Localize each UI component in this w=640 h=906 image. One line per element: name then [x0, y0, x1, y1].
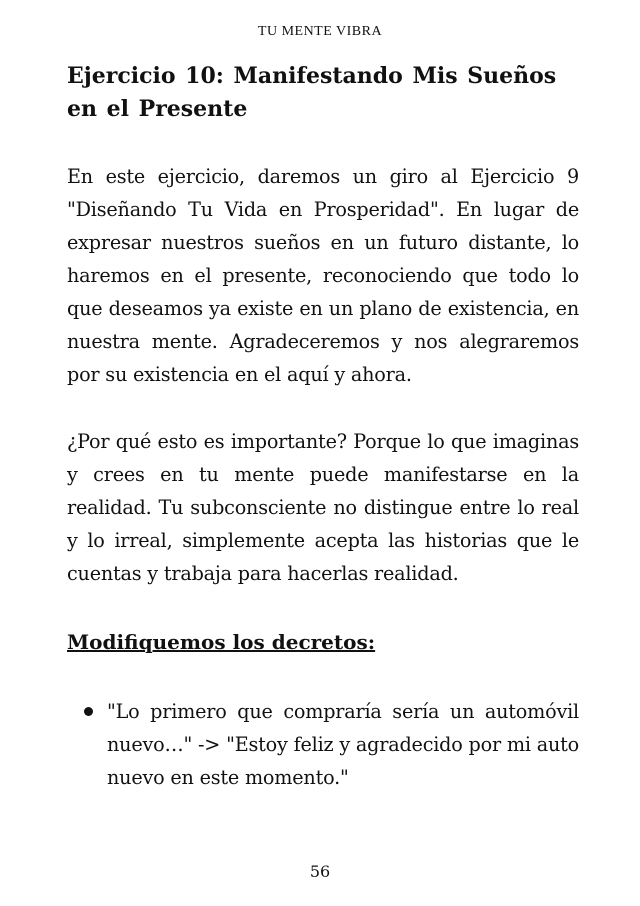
page-content: [67, 60, 579, 794]
body-paragraph: En este ejercicio, daremos un giro al Ejercicio 9 "Diseñando Tu Vida en Prosperidad". En lugar de expresar nuestros sueños en un futuro distante, lo haremos en el presente, reconociendo que todo lo que deseamos ya existe en un plano de existencia, en nuestra mente. Agradeceremos y nos alegraremos por su existencia en el aquí y ahora.: [67, 165, 579, 386]
list-item: [67, 695, 579, 794]
decree-list: [67, 695, 579, 794]
running-header: TU MENTE VIBRA: [257, 24, 383, 39]
page-number: 56: [309, 862, 331, 881]
exercise-title: Ejercicio 10: Manifestando Mis Sueños en el Presente: [67, 63, 557, 122]
decrees-subheading: Modifiquemos los decretos:: [67, 630, 376, 654]
list-item-text: "Lo primero que compraría sería un automóvil nuevo…" -> "Estoy feliz y agradecido por mi auto nuevo en este momento.": [107, 700, 579, 789]
body-paragraph: ¿Por qué esto es importante? Porque lo que imaginas y crees en tu mente puede manifestarse en la realidad. Tu subconsciente no distingue entre lo real y lo irreal, simplemente acepta las historias que le cuentas y trabaja para hacerlas realidad.: [67, 430, 579, 585]
bullet-icon: [84, 707, 93, 716]
